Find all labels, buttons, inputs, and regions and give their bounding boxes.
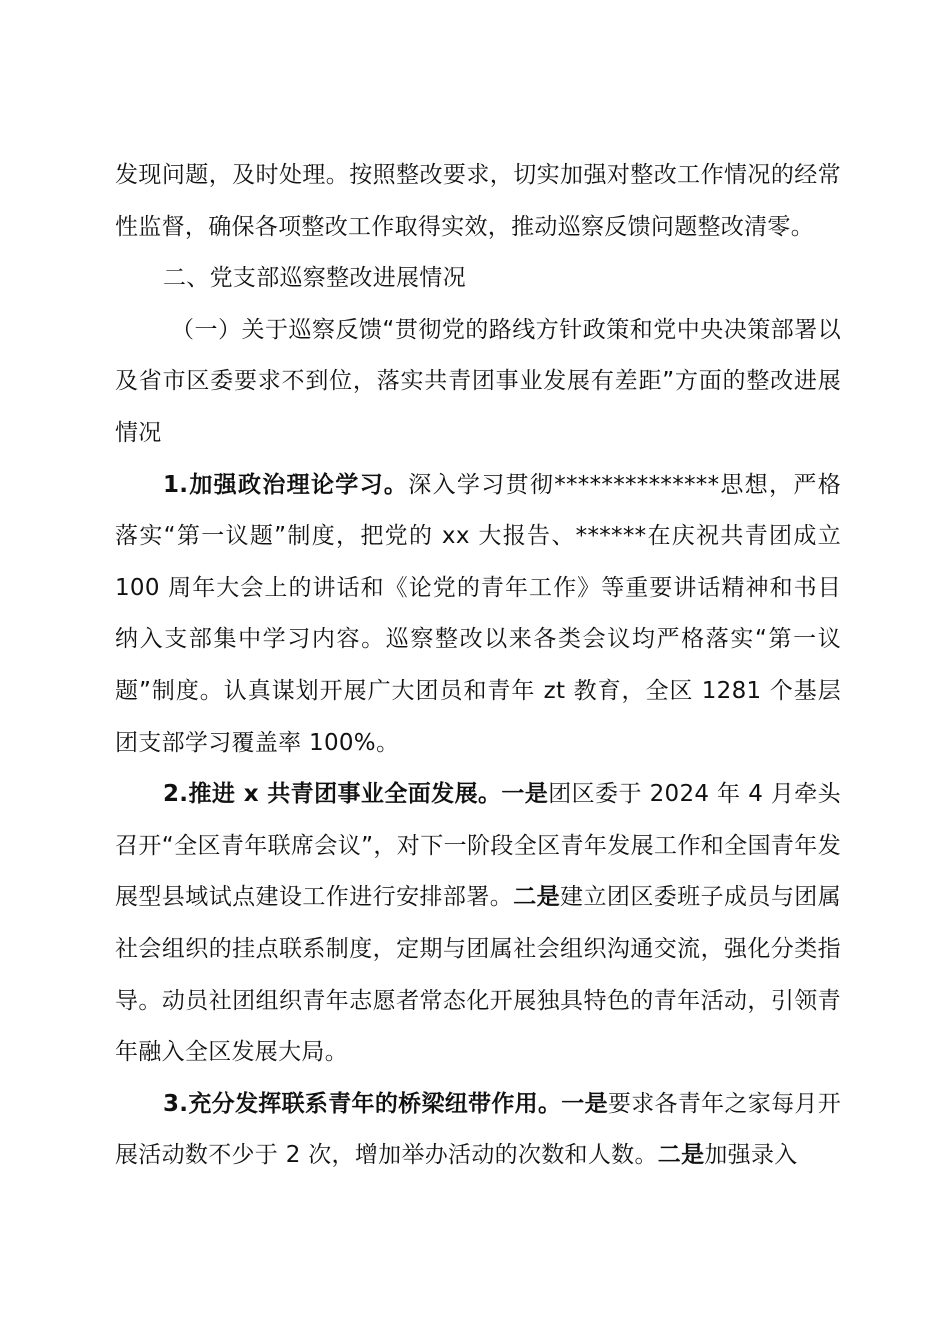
item-3-text-1: 要求各青年之家每月开展活动数不少于 2 次，增加举办活动的次数和人数。 bbox=[115, 1090, 842, 1169]
item-3-heading: 3.充分发挥联系青年的桥梁纽带作用。 bbox=[163, 1090, 562, 1117]
item-1-text: 深入学习贯彻**************思想，严格落实“第一议题”制度，把党的 xx 大报告、******在庆祝共青团成立 100 周年大会上的讲话和《论党的青年工作》等重要讲话精神和书目纳入支部集中学习内容。巡察整改以来各类会议均严格落实“第一议题”制度。认真谋划开展广大团员和青年 zt 教育，全区 1281 个基层团支部学习覆盖率 100%。 bbox=[115, 471, 842, 756]
document-page bbox=[115, 150, 841, 1182]
item-2-text-2: 建立团区委班子成员与团属社会组织的挂点联系制度，定期与团属社会组织沟通交流，强化分类指导。动员社团组织青年志愿者常态化开展独具特色的青年活动，引领青年融入全区发展大局。 bbox=[115, 884, 841, 1066]
paragraph-item-3 bbox=[115, 1079, 841, 1182]
item-1-heading: 1.加强政治理论学习。 bbox=[163, 471, 409, 498]
item-3-text-2: 加强录入 bbox=[704, 1142, 798, 1169]
paragraph-continuation: 发现问题，及时处理。按照整改要求，切实加强对整改工作情况的经常性监督，确保各项整改工作取得实效，推动巡察反馈问题整改清零。 bbox=[115, 162, 841, 240]
item-3-keyword-1: 一是 bbox=[561, 1090, 608, 1117]
subsection-heading: （一）关于巡察反馈“贯彻党的路线方针政策和党中央决策部署以及省市区委要求不到位，落实共青团事业发展有差距”方面的整改进展情况 bbox=[115, 316, 841, 446]
item-2-heading: 2.推进 x 共青团事业全面发展。 bbox=[163, 781, 502, 808]
item-2-keyword-2: 二是 bbox=[513, 884, 561, 911]
item-2-keyword-1: 一是 bbox=[501, 781, 549, 808]
item-2-text-1: 团区委于 2024 年 4 月牵头召开“全区青年联席会议”，对下一阶段全区青年发展工作和全国青年发展型县域试点建设工作进行安排部署。 bbox=[115, 781, 841, 911]
section-heading: 二、党支部巡察整改进展情况 bbox=[163, 265, 466, 292]
paragraph-item-2 bbox=[115, 769, 841, 1079]
paragraph-item-1 bbox=[115, 460, 841, 770]
item-3-keyword-2: 二是 bbox=[657, 1142, 705, 1169]
